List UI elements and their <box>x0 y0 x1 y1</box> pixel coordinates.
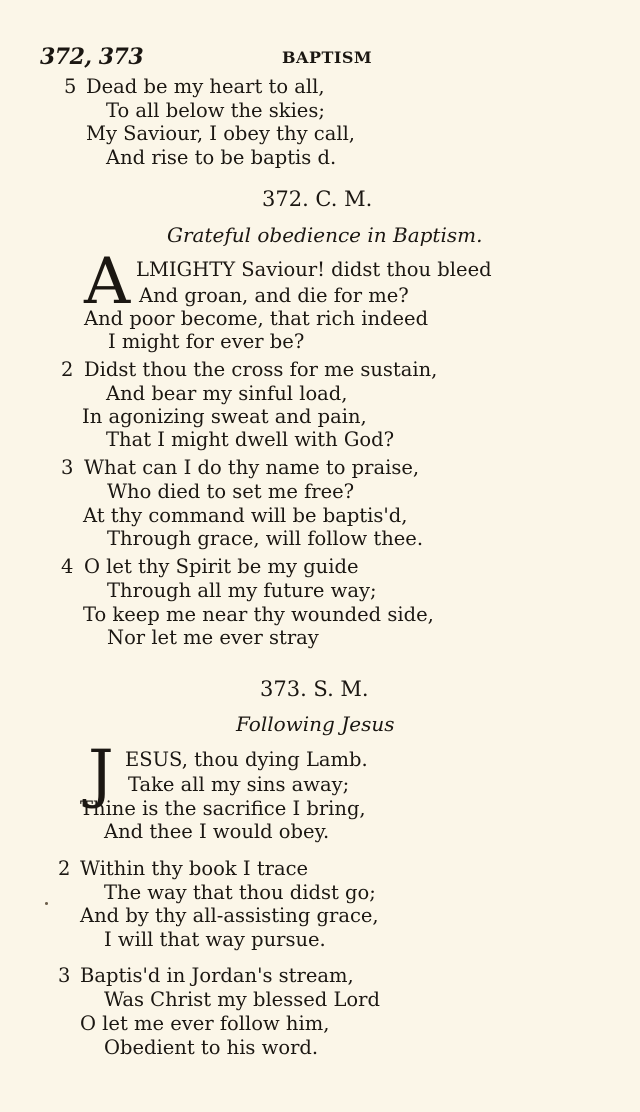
verse-number: 5 <box>64 75 77 98</box>
verse-line: At thy command will be baptis'd, <box>83 504 408 527</box>
verse-line: Take all my sins away; <box>128 773 350 796</box>
hymn-subtitle: Following Jesus <box>236 712 395 736</box>
verse-line: O let me ever follow him, <box>80 1012 330 1035</box>
hymn-subtitle: Grateful obedience in Baptism. <box>167 223 483 247</box>
section-title: BAPTISM <box>282 48 373 67</box>
verse-number: 4 <box>61 555 74 578</box>
drop-cap: J <box>88 737 114 811</box>
verse-line: Within thy book I trace <box>80 857 309 880</box>
hymn-number-meter: 372. C. M. <box>262 187 373 211</box>
verse-line: And rise to be baptis d. <box>106 146 337 169</box>
verse-line: I might for ever be? <box>108 330 305 353</box>
verse-line: Was Christ my blessed Lord <box>104 988 380 1011</box>
verse-line: And bear my sinful load, <box>106 382 348 405</box>
verse-number: 3 <box>58 964 71 987</box>
verse-line: Thine is the sacrifice I bring, <box>80 797 366 820</box>
verse-number: 2 <box>61 358 74 381</box>
verse-line: Who died to set me free? <box>107 480 355 503</box>
verse-line: And thee I would obey. <box>104 820 330 843</box>
verse-line: LMIGHTY Saviour! didst thou bleed <box>136 258 492 281</box>
drop-cap: A <box>84 245 131 319</box>
verse-line: Didst thou the cross for me sustain, <box>84 358 438 381</box>
verse-line: Nor let me ever stray <box>107 626 319 649</box>
verse-number: 3 <box>61 456 74 479</box>
verse-line: And by thy all-assisting grace, <box>80 904 379 927</box>
verse-line: O let thy Spirit be my guide <box>84 555 359 578</box>
hymn-number-meter: 373. S. M. <box>260 677 369 701</box>
page-numbers: 372, 373 <box>40 44 144 70</box>
verse-number: 2 <box>58 857 71 880</box>
ink-speck <box>45 902 48 905</box>
verse-line: Through all my future way; <box>107 579 377 602</box>
verse-line: Baptis'd in Jordan's stream, <box>80 964 354 987</box>
verse-line: Through grace, will follow thee. <box>107 527 424 550</box>
verse-line: ESUS, thou dying Lamb. <box>125 748 368 771</box>
verse-line: To all below the skies; <box>106 99 325 122</box>
verse-line: The way that thou didst go; <box>104 881 376 904</box>
verse-line: To keep me near thy wounded side, <box>83 603 434 626</box>
verse-line: What can I do thy name to praise, <box>84 456 420 479</box>
verse-line: That I might dwell with God? <box>106 428 395 451</box>
verse-line: In agonizing sweat and pain, <box>82 405 367 428</box>
verse-line: My Saviour, I obey thy call, <box>86 122 356 145</box>
verse-line: I will that way pursue. <box>104 928 326 951</box>
verse-line: And groan, and die for me? <box>139 284 409 307</box>
verse-line: Dead be my heart to all, <box>86 75 325 98</box>
verse-line: Obedient to his word. <box>104 1036 319 1059</box>
verse-line: And poor become, that rich indeed <box>84 307 429 330</box>
